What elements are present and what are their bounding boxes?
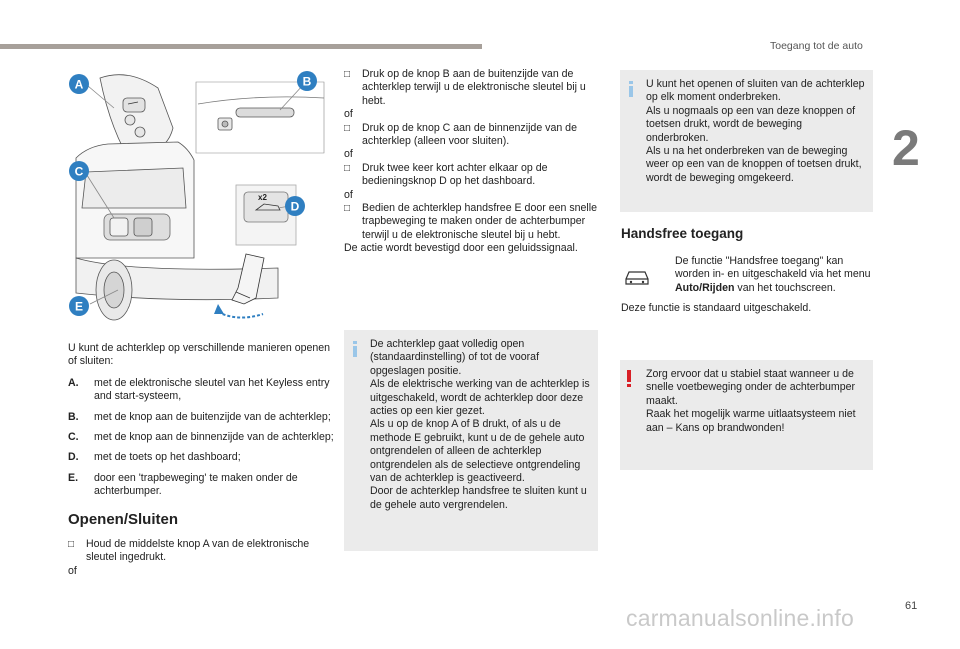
handsfree-description	[675, 255, 875, 295]
list-text: met de toets op het dashboard;	[94, 451, 241, 464]
column-middle	[344, 68, 598, 256]
warning-line: Raak het mogelijk warme uitlaatsysteem niet aan – Kans op brandwonden!	[646, 408, 856, 434]
or-text: of	[344, 108, 353, 121]
header-bar	[0, 44, 482, 49]
callout-e: E	[74, 299, 84, 314]
bullet-text: Bedien de achterklep handsfree E door een snelle trapbeweging te maken onder de achterbumper terwijl u de elektronische sleutel bij u hebt.	[362, 202, 597, 241]
info-icon	[629, 81, 633, 95]
menu-path: Auto/Rijden	[675, 281, 735, 294]
checkbox-bullet-icon: □	[344, 122, 351, 134]
intro-text: U kunt de achterklep op verschillende manieren openen of sluiten:	[68, 342, 331, 368]
callout-c: C	[74, 164, 84, 179]
bullet-text: Druk op de knop B aan de buitenzijde van de achterklep terwijl u de elektronische sleutel bij u hebt.	[362, 68, 586, 107]
bullet-text: Houd de middelste knop A van de elektronische sleutel ingedrukt.	[86, 538, 310, 564]
bullet-item	[68, 538, 338, 565]
column-left	[68, 342, 338, 578]
warning-line: Zorg ervoor dat u stabiel staat wanneer u de snelle voetbeweging onder de achterbumper maakt.	[646, 368, 856, 407]
list-item	[68, 472, 338, 499]
heading-handsfree: Handsfree toegang	[621, 226, 744, 241]
or-text: of	[68, 564, 77, 577]
chapter-number: 2	[892, 120, 920, 176]
list-item	[68, 377, 338, 404]
double-press-badge: x2	[258, 193, 267, 202]
page-number: 61	[905, 600, 918, 612]
checkbox-bullet-icon: □	[344, 203, 351, 215]
list-text: met de knop aan de binnenzijde van de achterklep;	[94, 431, 334, 444]
warning-box	[620, 360, 873, 470]
callout-d: D	[290, 199, 300, 214]
callout-a: A	[74, 77, 84, 92]
handsfree-default-text: Deze functie is standaard uitgeschakeld.	[621, 302, 812, 314]
or-text: of	[344, 148, 353, 161]
list-key: C.	[68, 431, 79, 444]
info-line: Door de achterklep handsfree te sluiten kunt u de gehele auto vergrendelen.	[370, 485, 587, 511]
bullet-text: Druk op de knop C aan de binnenzijde van de achterklep (alleen voor sluiten).	[362, 121, 577, 148]
list-text: door een 'trapbeweging' te maken onder de achterbumper.	[94, 471, 298, 498]
section-title: Toegang tot de auto	[770, 40, 863, 52]
list-key: D.	[68, 451, 79, 464]
checkbox-bullet-icon: □	[344, 69, 351, 80]
callout-b: B	[302, 74, 312, 89]
info-line: Als u na het onderbreken van de beweging weer op een van de knoppen of toetsen drukt, wordt de beweging omgekeerd.	[646, 145, 862, 184]
tailgate-illustration	[68, 68, 328, 326]
info-line: Als u op de knop A of B drukt, of als u de methode E gebruikt, kunt u de de gehele auto ontgrendelen of alleen de achterklep ontgrendelen als de selectieve ontgrendeling van de achterklep is geactiveerd.	[370, 418, 585, 485]
bullet-item	[344, 202, 598, 242]
info-box-tailgate	[344, 330, 598, 551]
list-item	[68, 431, 338, 444]
heading-openen-sluiten: Openen/Sluiten	[68, 510, 179, 528]
bullet-item	[344, 162, 598, 189]
or-text: of	[344, 188, 353, 201]
handsfree-desc-text: van het touchscreen.	[737, 281, 836, 294]
list-text: met de elektronische sleutel van het Keyless entry and start-systeem,	[94, 376, 330, 403]
bullet-text: Druk twee keer kort achter elkaar op de bedieningsknop D op het dashboard.	[362, 161, 548, 188]
car-settings-icon	[623, 267, 651, 287]
list-key: B.	[68, 410, 79, 423]
list-item	[68, 451, 338, 464]
info-box-interrupt	[620, 70, 873, 212]
info-line: Als u nogmaals op een van deze knoppen of toetsen drukt, wordt de beweging onderbroken.	[646, 104, 856, 144]
info-line: De achterklep gaat volledig open (standaardinstelling) of tot de vooraf opgeslagen positie.	[370, 338, 540, 377]
handsfree-desc-text: De functie "Handsfree toegang" kan worden in- en uitgeschakeld via het menu	[675, 255, 871, 281]
warning-icon	[627, 370, 632, 387]
bullet-item	[344, 68, 598, 108]
checkbox-bullet-icon: □	[344, 162, 351, 174]
info-line: Als de elektrische werking van de achterklep is uitgeschakeld, wordt de achterklep door deze acties op een kier gezet.	[370, 378, 590, 418]
watermark: carmanualsonline.info	[626, 605, 854, 631]
list-key: E.	[68, 471, 79, 484]
list-text: met de knop aan de buitenzijde van de achterklep;	[94, 410, 331, 423]
info-icon	[353, 341, 357, 355]
list-key: A.	[68, 376, 79, 389]
list-item	[68, 411, 338, 424]
info-line: U kunt het openen of sluiten van de achterklep op elk moment onderbreken.	[646, 78, 865, 104]
bullet-item	[344, 122, 598, 149]
confirm-text: De actie wordt bevestigd door een geluidssignaal.	[344, 242, 578, 255]
checkbox-bullet-icon: □	[68, 539, 75, 551]
